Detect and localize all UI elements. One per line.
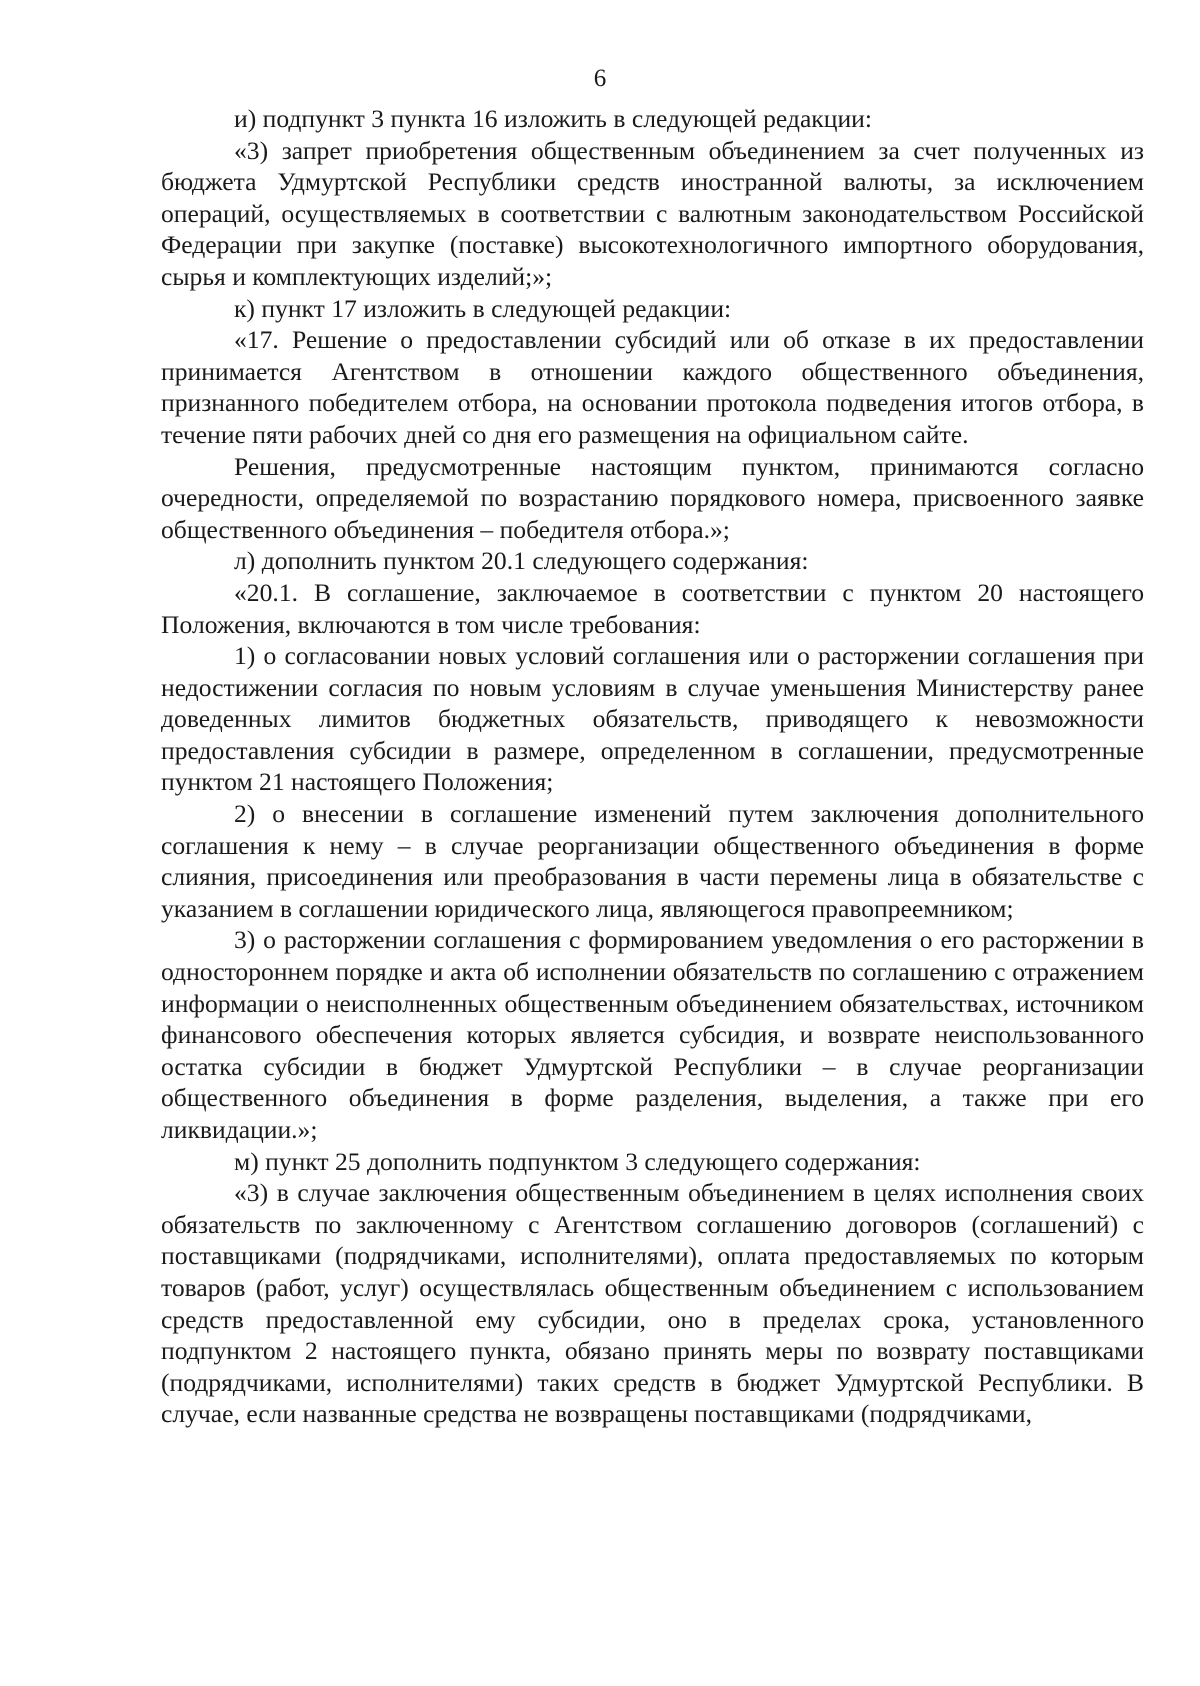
page-number: 6 (593, 65, 607, 92)
paragraph-subitem-i: и) подпункт 3 пункта 16 изложить в следующей редакции: (234, 104, 872, 133)
paragraph-quoted-item-20-1: «20.1. В соглашение, заключаемое в соответствии с пунктом 20 настоящего Положения, включаются в том числе требования: (161, 577, 1144, 639)
paragraph-subitem-m: м) пункт 25 дополнить подпунктом 3 следующего содержания: (234, 1146, 921, 1176)
document-body (161, 103, 1144, 1430)
paragraph-decisions: Решения, предусмотренные настоящим пунктом, принимаются согласно очередности, определяемой по возрастанию порядкового номера, присвоенного заявке общественного объединения – победителя отбора.»; (161, 451, 1144, 544)
paragraph-subitem-k: к) пункт 17 изложить в следующей редакции: (234, 293, 732, 323)
paragraph-requirement-2: 2) о внесении в соглашение изменений путем заключения дополнительного соглашения к нему – в случае реорганизации общественного объединения в форме слияния, присоединения или преобразования в части перемены лица в обязательстве с указанием в соглашении юридического лица, являющегося правопреемником; (161, 799, 1144, 923)
paragraph-quoted-item-17: «17. Решение о предоставлении субсидий или об отказе в их предоставлении принимается Агентством в отношении каждого общественного объединения, признанного победителем отбора, на основании протокола подведения итогов отбора, в течение пяти рабочих дней со дня его размещения на официальном сайте. (161, 325, 1144, 449)
paragraph-quoted-subitem-3: «3) запрет приобретения общественным объединением за счет полученных из бюджета Удмуртской Республики средств иностранной валюты, за исключением операций, осуществляемых в соответствии с валютным законодательством Российской Федерации при закупке (поставке) высокотехнологичного импортного оборудования, сырья и комплектующих изделий;»; (161, 135, 1144, 291)
paragraph-requirement-1: 1) о согласовании новых условий соглашения или о расторжении соглашения при недостижении согласия по новым условиям в случае уменьшения Министерству ранее доведенных лимитов бюджетных обязательств, приводящего к невозможности предоставления субсидии в размере, определенном в соглашении, предусмотренные пунктом 21 настоящего Положения; (161, 641, 1144, 797)
paragraph-requirement-3: 3) о расторжении соглашения с формированием уведомления о его расторжении в одностороннем порядке и акта об исполнении обязательств по соглашению с отражением информации о неисполненных общественным объединением обязательствах, источником финансового обеспечения которых является субсидия, и возврате неиспользованного остатка субсидии в бюджет Удмуртской Республики – в случае реорганизации общественного объединения в форме разделения, выделения, а также при его ликвидации.»; (161, 925, 1144, 1144)
paragraph-subitem-l: л) дополнить пунктом 20.1 следующего содержания: (234, 546, 809, 576)
paragraph-quoted-subitem-3-item-25: «3) в случае заключения общественным объединением в целях исполнения своих обязательств по заключенному с Агентством соглашению договоров (соглашений) с поставщиками (подрядчиками, исполнителями), оплата предоставляемых по которым товаров (работ, услуг) осуществлялась общественным объединением с использованием средств предоставленной ему субсидии, оно в пределах срока, установленного подпунктом 2 настоящего пункта, обязано принять меры по возврату поставщиками (подрядчиками, исполнителями) таких средств в бюджет Удмуртской Республики. В случае, если названные средства не возвращены поставщиками (подрядчиками, (161, 1178, 1144, 1429)
